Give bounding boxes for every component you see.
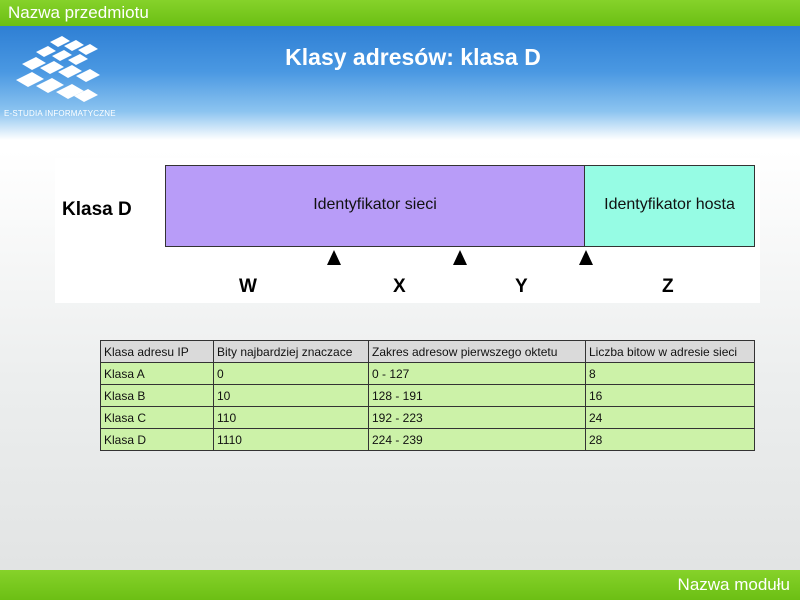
network-id-label: Identyfikator sieci: [313, 196, 437, 213]
table-cell: 192 - 223: [369, 407, 586, 429]
octet-boundary-arrow: [579, 250, 593, 265]
network-id-box: [165, 165, 585, 247]
table-row: [101, 429, 755, 451]
slide-title: Klasy adresów: klasa D: [285, 44, 541, 70]
table-cell: 28: [586, 429, 755, 451]
table-cell: 16: [586, 385, 755, 407]
octet-label-w: W: [239, 276, 257, 297]
table-cell: Klasa D: [101, 429, 214, 451]
octet-label-z: Z: [662, 276, 674, 297]
host-id-box: [585, 165, 755, 247]
table-cell: Klasa C: [101, 407, 214, 429]
table-cell: 110: [214, 407, 369, 429]
column-header: Bity najbardziej znaczace: [214, 341, 369, 363]
table-row: [101, 363, 755, 385]
table-cell: 1110: [214, 429, 369, 451]
table-cell: 0: [214, 363, 369, 385]
module-name: Nazwa modułu: [677, 575, 790, 594]
column-header: Zakres adresow pierwszego oktetu: [369, 341, 586, 363]
column-header: Liczba bitow w adresie sieci: [586, 341, 755, 363]
table-row: [101, 407, 755, 429]
logo-text: E-STUDIA INFORMATYCZNE: [4, 109, 116, 118]
table-cell: 224 - 239: [369, 429, 586, 451]
table-cell: 8: [586, 363, 755, 385]
octet-boundary-arrow: [453, 250, 467, 265]
address-class-table: [100, 340, 755, 451]
top-bar: [0, 0, 800, 26]
bottom-bar: [0, 570, 800, 600]
column-header: Klasa adresu IP: [101, 341, 214, 363]
table-cell: Klasa B: [101, 385, 214, 407]
octet-label-y: Y: [515, 276, 528, 297]
table-header-row: [101, 341, 755, 363]
table-row: [101, 385, 755, 407]
table-cell: 128 - 191: [369, 385, 586, 407]
octet-label-x: X: [393, 276, 406, 297]
table-cell: Klasa A: [101, 363, 214, 385]
course-name: Nazwa przedmiotu: [8, 3, 149, 22]
octet-boundary-arrow: [327, 250, 341, 265]
table-cell: 0 - 127: [369, 363, 586, 385]
class-label: Klasa D: [62, 199, 132, 220]
table-cell: 10: [214, 385, 369, 407]
host-id-label: Identyfikator hosta: [604, 196, 735, 213]
table-cell: 24: [586, 407, 755, 429]
